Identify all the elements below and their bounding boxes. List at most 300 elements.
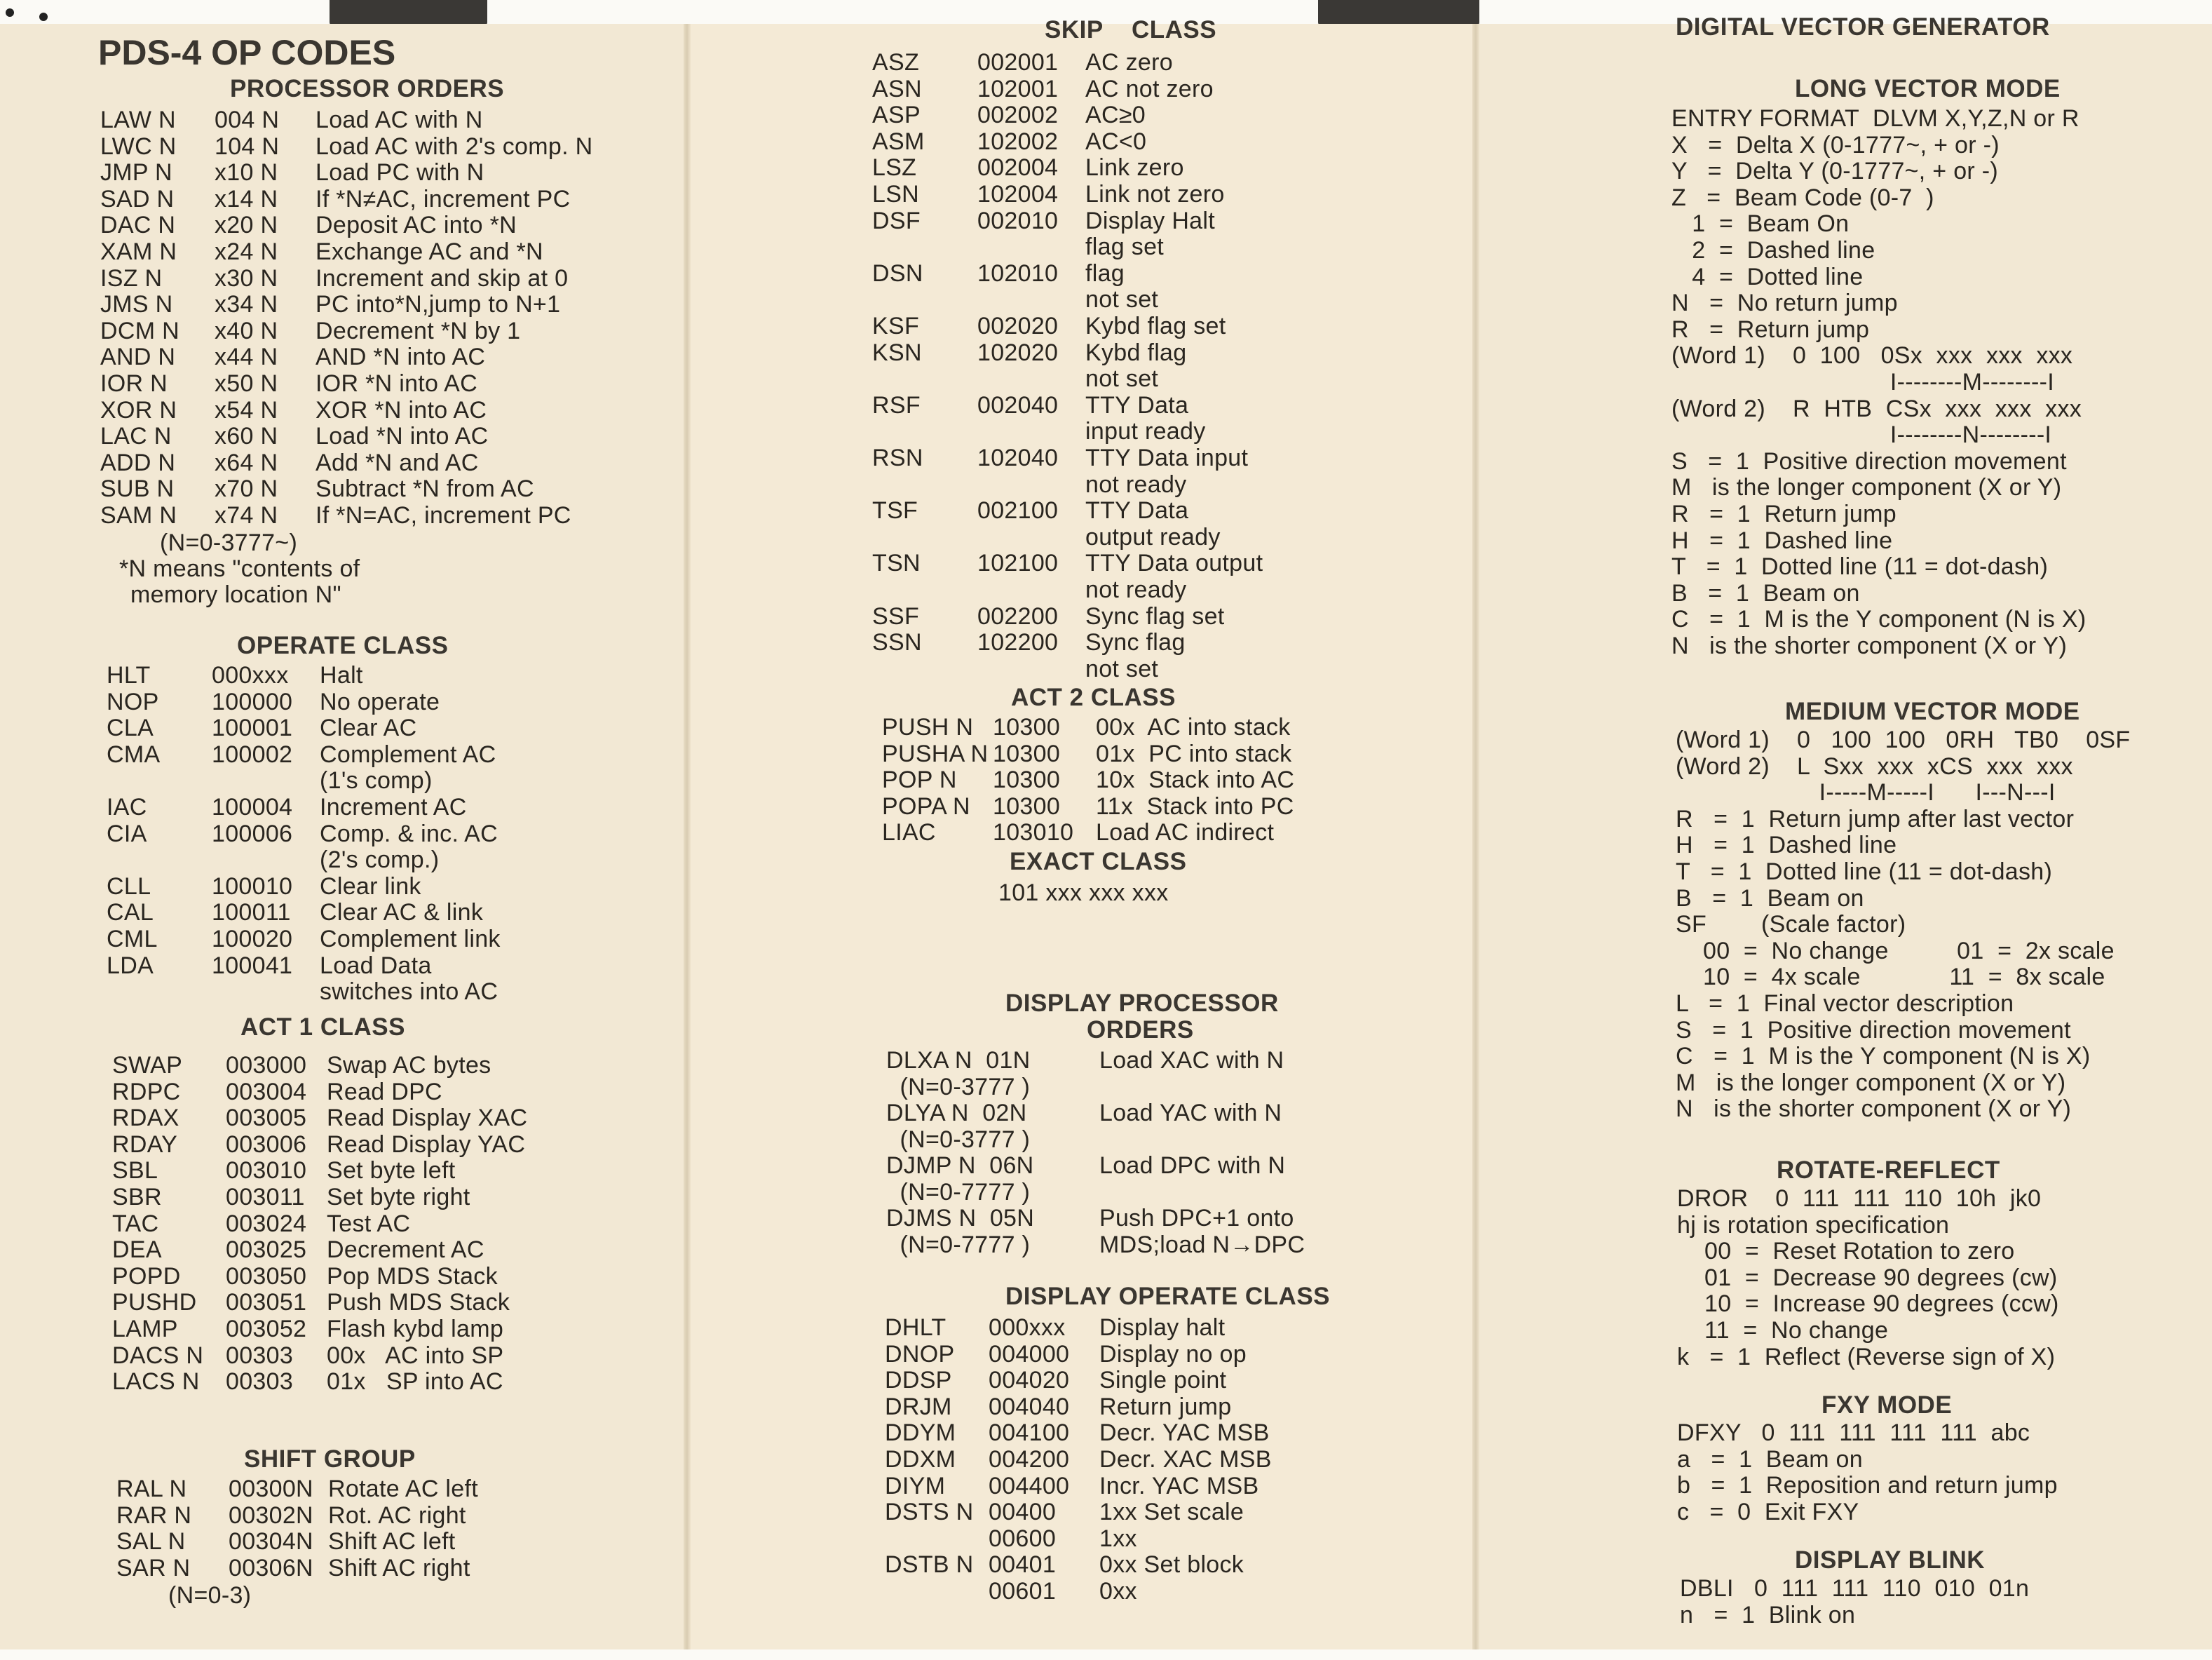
mnemonic: RSF	[872, 391, 921, 419]
section-heading: FXY MODE	[1821, 1391, 1953, 1419]
description: 1xx Set scale	[1099, 1499, 1244, 1526]
section-heading: EXACT CLASS	[1010, 848, 1187, 875]
description: Load AC with N	[315, 107, 483, 133]
opcode: x20 N	[215, 212, 278, 239]
mnemonic: NOP	[107, 688, 159, 715]
mnemonic: LWC N	[100, 133, 177, 160]
opcode: 10300	[993, 740, 1061, 767]
mnemonic: SBR	[112, 1184, 162, 1210]
description: Push DPC+1 onto	[1099, 1205, 1294, 1231]
text-line: c = 0 Exit FXY	[1677, 1498, 1859, 1525]
opcode: x34 N	[215, 291, 278, 318]
opcode: x10 N	[215, 159, 278, 187]
description: Halt	[320, 662, 363, 689]
opcode: 003010	[226, 1157, 307, 1185]
opcode: 100001	[212, 715, 293, 742]
description: AC zero	[1085, 49, 1173, 76]
description: Decr. XAC MSB	[1099, 1446, 1272, 1473]
text-line: a = 1 Beam on	[1677, 1445, 1863, 1473]
mnemonic: JMP N	[100, 159, 172, 187]
description: Clear link	[320, 872, 421, 900]
note: (N=0-3)	[168, 1582, 252, 1609]
description: Subtract *N from AC	[315, 475, 534, 503]
opcode: 00601	[989, 1578, 1057, 1605]
text-line: R = Return jump	[1671, 316, 1870, 343]
text-line: 2 = Dashed line	[1671, 237, 1875, 264]
description: If *N≠AC, increment PC	[315, 185, 571, 212]
description: flag	[1085, 259, 1125, 287]
opcode: 003000	[226, 1052, 307, 1079]
section-heading: SHIFT GROUP	[244, 1445, 416, 1473]
mnemonic: ASN	[872, 75, 922, 102]
description: input ready	[1085, 418, 1206, 445]
text-line: 1 = Beam On	[1671, 210, 1850, 238]
text-line: 10 = 4x scale 11 = 8x scale	[1676, 964, 2105, 991]
description: Complement AC	[320, 741, 496, 768]
binder-tab	[1318, 0, 1479, 25]
mnemonic: POPD	[112, 1262, 181, 1290]
description: No operate	[320, 688, 440, 715]
description: Swap AC bytes	[327, 1052, 491, 1079]
fold-line	[684, 24, 691, 1651]
opcode: 00306N	[229, 1554, 313, 1581]
mnemonic: AND N	[100, 344, 176, 371]
opcode: 102002	[977, 128, 1059, 155]
description: Display Halt	[1085, 207, 1215, 234]
description: Return jump	[1099, 1393, 1232, 1420]
description: Read Display YAC	[327, 1131, 526, 1158]
text-line: (Word 1) 0 100 0Sx xxx xxx xxx	[1671, 342, 2073, 370]
description: flag set	[1085, 234, 1165, 261]
mnemonic: CLA	[107, 715, 154, 742]
description: TTY Data	[1085, 497, 1189, 525]
section-heading: PROCESSOR ORDERS	[230, 75, 505, 102]
mnemonic: SBL	[112, 1157, 158, 1185]
text-line: DROR 0 111 111 110 10h jk0	[1677, 1185, 2042, 1212]
mnemonic: DSF	[872, 207, 921, 234]
text-line: S = 1 Positive direction movement	[1676, 1016, 2071, 1044]
punch-hole	[39, 13, 48, 21]
mnemonic: TSN	[872, 550, 921, 577]
text-line: n = 1 Blink on	[1680, 1601, 1856, 1628]
opcode: 102100	[977, 550, 1059, 577]
description: Load *N into AC	[315, 423, 489, 450]
text-line: B = 1 Beam on	[1676, 884, 1864, 912]
mnemonic: RAL N	[116, 1476, 187, 1502]
description: AC<0	[1085, 128, 1147, 155]
opcode: 00401	[989, 1551, 1057, 1579]
description: Increment AC	[320, 794, 467, 821]
mnemonic: SSN	[872, 629, 922, 656]
description: 10x Stack into AC	[1096, 767, 1295, 794]
opcode: 102004	[977, 181, 1059, 208]
section-heading: ROTATE-REFLECT	[1777, 1156, 2000, 1184]
description: not ready	[1085, 471, 1187, 498]
mnemonic: TAC	[112, 1210, 159, 1237]
text-line: (Word 2) R HTB CSx xxx xxx xxx	[1671, 395, 2082, 422]
text-line: C = 1 M is the Y component (N is X)	[1671, 606, 2087, 633]
description: Load DPC with N	[1099, 1152, 1286, 1179]
section-heading: ACT 1 CLASS	[240, 1013, 405, 1041]
mnemonic: SSF	[872, 602, 920, 630]
description: 0xx	[1099, 1578, 1137, 1605]
mnemonic: PUSH N	[882, 714, 974, 741]
opcode: x74 N	[215, 502, 278, 529]
description: Set byte right	[327, 1184, 470, 1210]
mnemonic: TSF	[872, 497, 918, 525]
description: Increment and skip at 0	[315, 264, 569, 292]
text-line: I-----M-----I I---N---I	[1676, 779, 2056, 807]
description: Shift AC left	[328, 1528, 456, 1556]
description: MDS;load N→DPC	[1099, 1231, 1305, 1258]
opcode: 00303	[226, 1342, 294, 1369]
section-heading: ACT 2 CLASS	[1011, 684, 1176, 711]
text-line: (Word 1) 0 100 100 0RH TB0 0SF	[1676, 727, 2131, 753]
description: Complement link	[320, 926, 501, 952]
mnemonic: LIAC	[882, 819, 936, 846]
mnemonic: XAM N	[100, 238, 177, 265]
description: Incr. YAC MSB	[1099, 1472, 1259, 1499]
mnemonic: SAL N	[116, 1528, 186, 1556]
binder-tab	[330, 0, 487, 25]
description: Sync flag	[1085, 629, 1186, 656]
mnemonic: DDXM	[885, 1446, 956, 1473]
text-line: DJMP N 06N	[886, 1152, 1034, 1179]
mnemonic: ISZ N	[100, 264, 163, 292]
text-line: DJMS N 05N	[886, 1205, 1035, 1231]
mnemonic: LSZ	[872, 154, 917, 182]
section-heading: MEDIUM VECTOR MODE	[1785, 698, 2080, 725]
description: Kybd flag set	[1085, 313, 1226, 339]
description: 00x AC into stack	[1096, 714, 1291, 741]
mnemonic: LACS N	[112, 1368, 200, 1396]
opcode: 100006	[212, 820, 293, 847]
opcode: 000xxx	[989, 1314, 1066, 1341]
mnemonic: POPA N	[882, 792, 970, 820]
mnemonic: DSN	[872, 259, 923, 287]
mnemonic: KSN	[872, 339, 922, 366]
opcode: 002001	[977, 49, 1059, 76]
text-line: SF (Scale factor)	[1676, 911, 1906, 938]
mnemonic: SAM N	[100, 502, 177, 529]
text-line: k = 1 Reflect (Reverse sign of X)	[1677, 1343, 2056, 1370]
opcode: x40 N	[215, 317, 278, 344]
description: not set	[1085, 365, 1159, 393]
text-line: C = 1 M is the Y component (N is X)	[1676, 1043, 2091, 1070]
description: Sync flag set	[1085, 602, 1225, 630]
bottom-margin	[0, 1649, 2212, 1660]
opcode: 002002	[977, 102, 1059, 129]
mnemonic: DHLT	[885, 1314, 946, 1341]
opcode: 004100	[989, 1419, 1070, 1447]
description: TTY Data	[1085, 391, 1189, 419]
description: Read Display XAC	[327, 1105, 528, 1132]
opcode: 102010	[977, 259, 1059, 287]
text-line: B = 1 Beam on	[1671, 579, 1860, 607]
mnemonic: RSN	[872, 445, 923, 471]
text-line: R = 1 Return jump after last vector	[1676, 805, 2075, 832]
description: Exchange AC and *N	[315, 238, 543, 265]
description: Display halt	[1099, 1314, 1226, 1341]
opcode: 003025	[226, 1236, 307, 1264]
description: not set	[1085, 286, 1159, 313]
section-heading: DIGITAL VECTOR GENERATOR	[1676, 13, 2050, 41]
opcode: 00400	[989, 1499, 1057, 1526]
section-heading: SKIP CLASS	[1045, 16, 1217, 43]
text-line: 00 = Reset Rotation to zero	[1677, 1238, 2015, 1265]
description: Pop MDS Stack	[327, 1262, 498, 1290]
mnemonic: CLL	[107, 872, 151, 900]
opcode: 003005	[226, 1105, 307, 1132]
text-line: (N=0-7777 )	[886, 1179, 1031, 1206]
mnemonic: DEA	[112, 1236, 162, 1264]
description: Single point	[1099, 1367, 1227, 1394]
text-line: 101 xxx xxx xxx	[998, 879, 1169, 906]
section-heading: DISPLAY BLINK	[1795, 1546, 1985, 1574]
opcode: x64 N	[215, 449, 278, 476]
opcode: x54 N	[215, 396, 278, 424]
description: Push MDS Stack	[327, 1289, 510, 1316]
text-line: 11 = No change	[1677, 1317, 1889, 1344]
opcode: 00300N	[229, 1476, 313, 1502]
mnemonic: KSF	[872, 313, 920, 339]
description: 01x PC into stack	[1096, 740, 1292, 767]
opcode: 100002	[212, 741, 293, 768]
description: Load AC with 2's comp. N	[315, 133, 593, 160]
mnemonic: LAMP	[112, 1316, 178, 1342]
mnemonic: SAR N	[116, 1554, 191, 1581]
mnemonic: CIA	[107, 820, 147, 847]
opcode: x70 N	[215, 475, 278, 503]
text-line: I--------M--------I	[1671, 369, 2054, 396]
mnemonic: LAC N	[100, 423, 172, 450]
mnemonic: SWAP	[112, 1052, 183, 1079]
mnemonic: PUSHD	[112, 1289, 197, 1316]
description: Deposit AC into *N	[315, 212, 517, 239]
opcode: 10300	[993, 767, 1061, 794]
opcode: x24 N	[215, 238, 278, 265]
opcode: x14 N	[215, 185, 278, 212]
mnemonic: IAC	[107, 794, 147, 821]
description: not ready	[1085, 576, 1187, 603]
section-heading: OPERATE CLASS	[237, 632, 449, 659]
opcode: 00302N	[229, 1502, 313, 1529]
description: 00x AC into SP	[327, 1342, 504, 1369]
mnemonic: CML	[107, 926, 158, 952]
text-line: 01 = Decrease 90 degrees (cw)	[1677, 1264, 2058, 1291]
text-line: DLYA N 02N	[886, 1100, 1027, 1126]
opcode: 10300	[993, 714, 1061, 741]
opcode: 002020	[977, 313, 1059, 339]
description: Link zero	[1085, 154, 1184, 182]
mnemonic: DRJM	[885, 1393, 952, 1420]
opcode: 00600	[989, 1525, 1057, 1552]
opcode: 00304N	[229, 1528, 313, 1556]
text-line: 4 = Dotted line	[1671, 263, 1864, 290]
mnemonic: DNOP	[885, 1340, 955, 1368]
description: 01x SP into AC	[327, 1368, 503, 1396]
opcode: 100011	[212, 899, 291, 926]
opcode: 002004	[977, 154, 1059, 182]
text-line: M is the longer component (X or Y)	[1671, 474, 2062, 501]
text-line: M is the longer component (X or Y)	[1676, 1069, 2066, 1096]
opcode: 102020	[977, 339, 1059, 366]
opcode: 102200	[977, 629, 1059, 656]
description: Link not zero	[1085, 181, 1225, 208]
text-line: (N=0-3777 )	[886, 1074, 1031, 1100]
text-line: DFXY 0 111 111 111 111 abc	[1677, 1419, 2030, 1446]
description: Load AC indirect	[1096, 819, 1275, 846]
description: IOR *N into AC	[315, 370, 477, 397]
opcode: 004 N	[215, 107, 280, 133]
section-heading: LONG VECTOR MODE	[1795, 75, 2061, 102]
text-line: H = 1 Dashed line	[1676, 832, 1897, 859]
text-line: N = No return jump	[1671, 290, 1898, 317]
opcode: 100020	[212, 926, 293, 952]
note: memory location N"	[130, 581, 341, 608]
mnemonic: HLT	[107, 662, 151, 689]
section-heading: DISPLAY PROCESSOR	[1005, 990, 1279, 1017]
text-line: I--------N--------I	[1671, 421, 2052, 449]
description: 1xx	[1099, 1525, 1137, 1552]
text-line: DLXA N 01N	[886, 1047, 1031, 1074]
mnemonic: LSN	[872, 181, 920, 208]
opcode: 100041	[212, 952, 293, 979]
description: Set byte left	[327, 1157, 456, 1185]
opcode: x44 N	[215, 344, 278, 371]
opcode: 100004	[212, 794, 293, 821]
opcode: 003051	[226, 1289, 307, 1316]
mnemonic: ASM	[872, 128, 925, 155]
mnemonic: RDPC	[112, 1078, 181, 1105]
description: Rot. AC right	[328, 1502, 466, 1529]
mnemonic: XOR N	[100, 396, 177, 424]
description: TTY Data input	[1085, 445, 1249, 471]
note: *N means "contents of	[119, 555, 360, 582]
description: Flash kybd lamp	[327, 1316, 504, 1342]
text-line: hj is rotation specification	[1677, 1211, 1950, 1239]
description: 11x Stack into PC	[1096, 792, 1294, 820]
mnemonic: CAL	[107, 899, 154, 926]
opcode: 103010	[993, 819, 1074, 846]
opcode: 102001	[977, 75, 1059, 102]
mnemonic: POP N	[882, 767, 957, 794]
description: AC not zero	[1085, 75, 1214, 102]
text-line: X = Delta X (0-1777~, + or -)	[1671, 131, 2000, 158]
description: Comp. & inc. AC	[320, 820, 498, 847]
description: (1's comp)	[320, 767, 433, 795]
description: Add *N and AC	[315, 449, 479, 476]
mnemonic: LAW N	[100, 107, 176, 133]
opcode: x50 N	[215, 370, 278, 397]
opcode: 003006	[226, 1131, 307, 1158]
description: Load PC with N	[315, 159, 484, 187]
description: 0xx Set block	[1099, 1551, 1244, 1579]
opcode: 003011	[226, 1184, 305, 1210]
mnemonic: DAC N	[100, 212, 176, 239]
text-line: Z = Beam Code (0-7 )	[1671, 184, 1934, 211]
text-line: R = 1 Return jump	[1671, 501, 1897, 527]
panel-skip-display	[691, 24, 1472, 1651]
opcode: 003052	[226, 1316, 307, 1342]
text-line: (N=0-3777 )	[886, 1126, 1031, 1153]
note: (N=0-3777~)	[160, 529, 298, 556]
text-line: N is the shorter component (X or Y)	[1676, 1095, 2072, 1123]
mnemonic: RDAY	[112, 1131, 178, 1158]
opcode: 002200	[977, 602, 1059, 630]
description: TTY Data output	[1085, 550, 1263, 577]
opcode: 004200	[989, 1446, 1070, 1473]
text-line: 10 = Increase 90 degrees (ccw)	[1677, 1290, 2059, 1318]
opcode: x60 N	[215, 423, 278, 450]
mnemonic: IOR N	[100, 370, 168, 397]
mnemonic: DSTS N	[885, 1499, 974, 1526]
description: Kybd flag	[1085, 339, 1187, 366]
mnemonic: CMA	[107, 741, 161, 768]
opcode: 003004	[226, 1078, 307, 1105]
mnemonic: DCM N	[100, 317, 179, 344]
text-line: T = 1 Dotted line (11 = dot-dash)	[1676, 858, 2053, 885]
text-line: N is the shorter component (X or Y)	[1671, 633, 2068, 659]
opcode: 004000	[989, 1340, 1070, 1368]
section-heading: ORDERS	[1087, 1016, 1194, 1044]
description: PC into*N,jump to N+1	[315, 291, 561, 318]
mnemonic: DACS N	[112, 1342, 204, 1369]
mnemonic: PUSHA N	[882, 740, 989, 767]
opcode: 10300	[993, 792, 1061, 820]
description: Decr. YAC MSB	[1099, 1419, 1270, 1447]
text-line: H = 1 Dashed line	[1671, 527, 1893, 554]
description: Read DPC	[327, 1078, 442, 1105]
description: Decrement *N by 1	[315, 317, 521, 344]
description: Display no op	[1099, 1340, 1247, 1368]
text-line: b = 1 Reposition and return jump	[1677, 1472, 2058, 1499]
description: XOR *N into AC	[315, 396, 487, 424]
description: If *N=AC, increment PC	[315, 502, 571, 529]
text-line: S = 1 Positive direction movement	[1671, 447, 2067, 475]
description: AC≥0	[1085, 102, 1146, 129]
description: (2's comp.)	[320, 846, 440, 874]
mnemonic: DSTB N	[885, 1551, 974, 1579]
mnemonic: DDSP	[885, 1367, 952, 1394]
punch-hole	[6, 8, 14, 17]
opcode: x30 N	[215, 264, 278, 292]
opcode: 002010	[977, 207, 1059, 234]
mnemonic: ASZ	[872, 49, 920, 76]
opcode: 002040	[977, 391, 1059, 419]
text-line: 00 = No change 01 = 2x scale	[1676, 937, 2115, 964]
mnemonic: RAR N	[116, 1502, 192, 1529]
mnemonic: SUB N	[100, 475, 175, 503]
mnemonic: ADD N	[100, 449, 176, 476]
section-heading: DISPLAY OPERATE CLASS	[1005, 1283, 1331, 1310]
text-line: L = 1 Final vector description	[1676, 990, 2014, 1017]
text-line: (Word 2) L Sxx xxx xCS xxx xxx	[1676, 753, 2073, 780]
opcode: 100010	[212, 872, 293, 900]
description: Rotate AC left	[328, 1476, 478, 1502]
page-title: PDS-4 OP CODES	[98, 33, 396, 72]
description: Shift AC right	[328, 1554, 470, 1581]
description: Load YAC with N	[1099, 1100, 1282, 1126]
mnemonic: SAD N	[100, 185, 175, 212]
description: switches into AC	[320, 978, 498, 1006]
opcode: 00303	[226, 1368, 294, 1396]
mnemonic: ASP	[872, 102, 921, 129]
description: Decrement AC	[327, 1236, 484, 1264]
text-line: ENTRY FORMAT DLVM X,Y,Z,N or R	[1671, 105, 2079, 132]
description: Load Data	[320, 952, 432, 979]
text-line: (N=0-7777 )	[886, 1231, 1031, 1258]
